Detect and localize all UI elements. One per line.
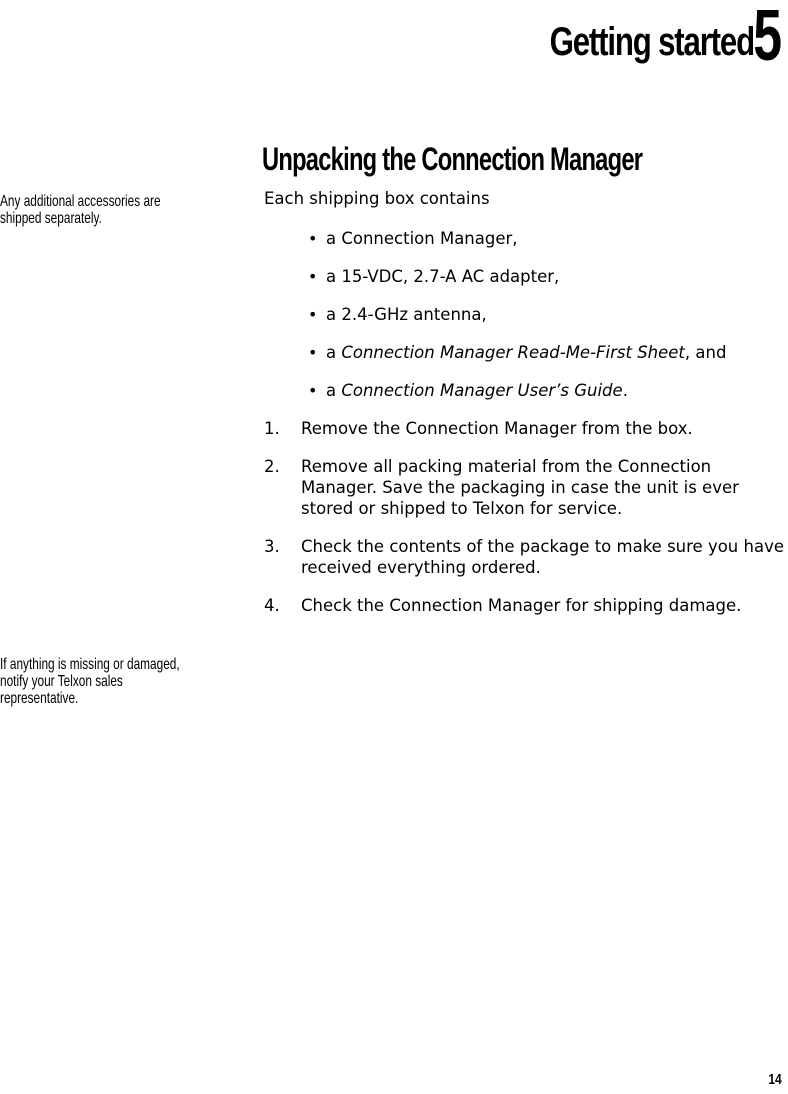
step-item (264, 595, 784, 616)
step-text: Check the Connection Manager for shipping damage. (301, 596, 742, 615)
list-item-prefix: a (326, 343, 342, 362)
step-item (264, 456, 784, 519)
list-item-suffix: . (622, 381, 628, 400)
step-text: Check the contents of the package to make sure you have received everything ordered. (301, 537, 784, 577)
step-number: 3. (264, 537, 280, 556)
bullet-icon: • (308, 229, 318, 248)
step-item (264, 418, 784, 439)
bullet-icon: • (308, 305, 318, 324)
list-item (264, 342, 784, 363)
bullet-icon: • (308, 267, 318, 286)
list-item-prefix: a (326, 381, 342, 400)
chapter-number: 5 (753, 0, 782, 76)
step-text: Remove the Connection Manager from the box. (301, 419, 693, 438)
list-item-text: a Connection Manager, (326, 229, 518, 248)
box-contents-list (264, 228, 784, 401)
intro-text: Each shipping box contains (264, 189, 490, 208)
list-item-text: a 15-VDC, 2.7-A AC adapter, (326, 267, 560, 286)
chapter-header (492, 0, 782, 76)
step-number: 1. (264, 419, 280, 438)
list-item (264, 380, 784, 401)
document-title-readme: Connection Manager Read-Me-First Sheet (341, 343, 685, 362)
bullet-icon: • (308, 381, 318, 400)
body-column (264, 188, 784, 633)
list-item (264, 228, 784, 249)
step-number: 2. (264, 457, 280, 476)
margin-note-missing-damaged: If anything is missing or damaged, notify your Telxon sales representative. (0, 656, 180, 707)
list-item-suffix: , and (684, 343, 727, 362)
list-item (264, 304, 784, 325)
chapter-title: Getting started (549, 20, 754, 64)
bullet-icon: • (308, 343, 318, 362)
list-item (264, 266, 784, 287)
step-item (264, 536, 784, 578)
step-text: Remove all packing material from the Connection Manager. Save the packaging in case the unit is ever stored or shipped to Telxon for service. (301, 457, 739, 518)
section-heading: Unpacking the Connection Manager (262, 141, 643, 177)
margin-note-accessories: Any additional accessories are shipped separately. (0, 193, 161, 227)
document-title-users-guide: Connection Manager User’s Guide (341, 381, 623, 400)
page-number: 14 (768, 1071, 782, 1088)
list-item-text: a 2.4-GHz antenna, (326, 305, 487, 324)
step-number: 4. (264, 596, 280, 615)
unpacking-steps (264, 418, 784, 616)
